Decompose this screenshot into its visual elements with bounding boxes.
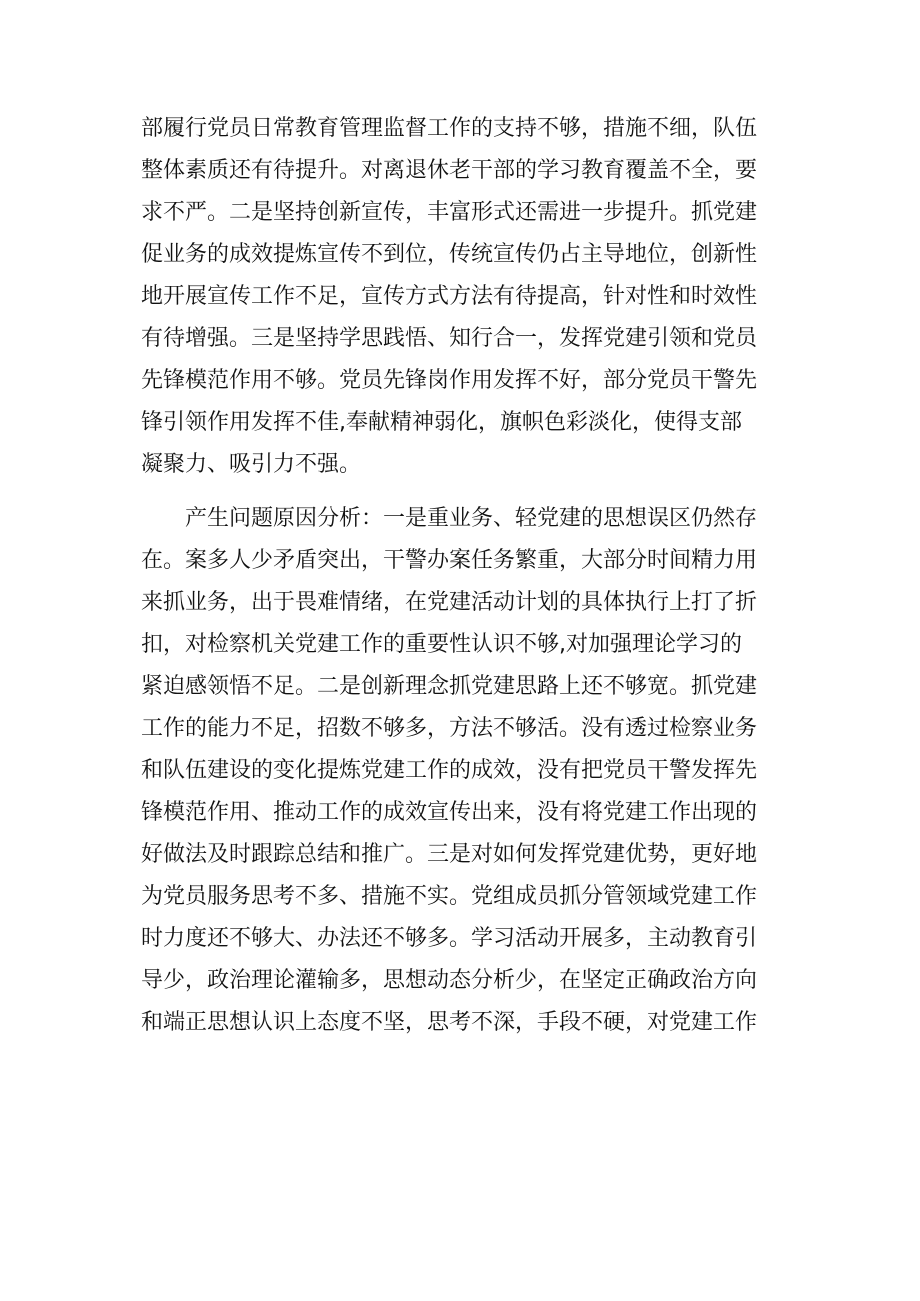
text-line: 为党员服务思考不多、措施不实。党组成员抓分管领域党建工作: [141, 884, 758, 909]
text-line: 地开展宣传工作不足，宣传方式方法有待提高，针对性和时效性: [141, 284, 758, 309]
text-line: 紧迫感领悟不足。二是创新理念抓党建思路上还不够宽。抓党建: [141, 674, 758, 699]
text-line: 和端正思想认识上态度不坚，思考不深，手段不硬，对党建工作: [141, 1010, 758, 1035]
text-line: 好做法及时跟踪总结和推广。三是对如何发挥党建优势，更好地: [141, 842, 758, 867]
document-body: [141, 108, 791, 1044]
text-line: 在。案多人少矛盾突出，干警办案任务繁重，大部分时间精力用: [141, 548, 758, 573]
paragraph-spacer: [141, 486, 791, 498]
text-line: 促业务的成效提炼宣传不到位，传统宣传仍占主导地位，创新性: [141, 242, 758, 267]
text-line: 扣，对检察机关党建工作的重要性认识不够,对加强理论学习的: [141, 632, 742, 657]
text-line: 凝聚力、吸引力不强。: [141, 452, 362, 477]
text-line: 有待增强。三是坚持学思践悟、知行合一，发挥党建引领和党员: [141, 326, 758, 351]
text-line: 先锋模范作用不够。党员先锋岗作用发挥不好，部分党员干警先: [141, 368, 758, 393]
text-line: 来抓业务，出于畏难情绪，在党建活动计划的具体执行上打了折: [141, 590, 758, 615]
text-line: 时力度还不够大、办法还不够多。学习活动开展多，主动教育引: [141, 926, 758, 951]
text-line: 锋模范作用、推动工作的成效宣传出来，没有将党建工作出现的: [141, 800, 758, 825]
paragraph-2: [141, 498, 791, 1044]
text-line: 导少，政治理论灌输多，思想动态分析少，在坚定正确政治方向: [141, 968, 758, 993]
text-line: 部履行党员日常教育管理监督工作的支持不够，措施不细，队伍: [141, 116, 758, 141]
text-line-indented: 产生问题原因分析：一是重业务、轻党建的思想误区仍然存: [185, 506, 758, 531]
text-line: 工作的能力不足，招数不够多，方法不够活。没有透过检察业务: [141, 716, 758, 741]
text-line: 和队伍建设的变化提炼党建工作的成效，没有把党员干警发挥先: [141, 758, 758, 783]
text-line: 求不严。二是坚持创新宣传，丰富形式还需进一步提升。抓党建: [141, 200, 758, 225]
text-line: 锋引领作用发挥不佳,奉献精神弱化，旗帜色彩淡化，使得支部: [141, 410, 742, 435]
text-line: 整体素质还有待提升。对离退休老干部的学习教育覆盖不全，要: [141, 158, 758, 183]
paragraph-1: [141, 108, 791, 486]
